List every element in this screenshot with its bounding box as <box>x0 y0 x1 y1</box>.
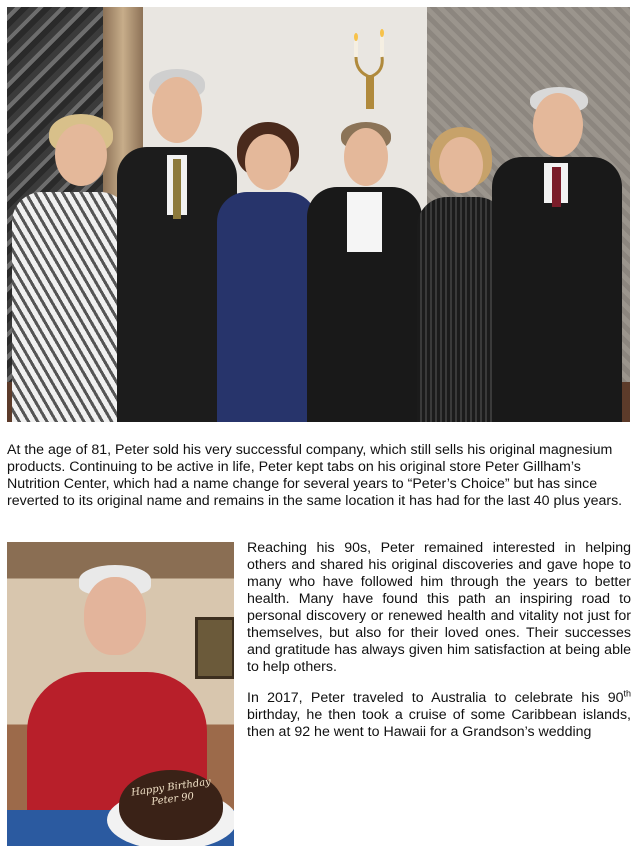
birthday-portrait-photo <box>7 542 234 846</box>
paragraph-travels <box>247 690 631 741</box>
person-3 <box>212 122 322 422</box>
paragraph-nineties: Reaching his 90s, Peter remained interested in helping others and shared his original discoveries and gave hope to many who have followed him through the years to better health. Many have found this path an inspiring road to personal discovery or renewed health and vitality not just for themselves, but also for their loved ones. Their successes and gratitude has always given him satisfaction at being able to help others. <box>247 540 631 675</box>
wall-sconce-icon <box>350 27 390 117</box>
person-1 <box>7 112 132 422</box>
cake-inscription: Happy Birthday Peter 90 <box>130 776 212 808</box>
ordinal-suffix: th <box>623 688 631 699</box>
paragraph-company-sale: At the age of 81, Peter sold his very successful company, which still sells his original magnesium products. Continuing to be active in life, Peter kept tabs on his original store Peter Gillham’s Nutrition Center, which had a name change for several years to “Peter’s Choice” but has since reverted to its original name and remains in the same location it has had for the last 40 plus years. <box>7 442 623 509</box>
travels-text-part2: birthday, he then took a cruise of some Caribbean islands, then at 92 he went to Hawaii for a Grandson’s wedding <box>247 707 631 740</box>
person-4 <box>307 122 422 422</box>
person-6 <box>492 87 622 422</box>
travels-text-part1: In 2017, Peter traveled to Australia to celebrate his 90 <box>247 690 624 706</box>
group-photo <box>7 7 630 422</box>
text-column <box>247 540 631 755</box>
wall-picture <box>195 617 234 679</box>
